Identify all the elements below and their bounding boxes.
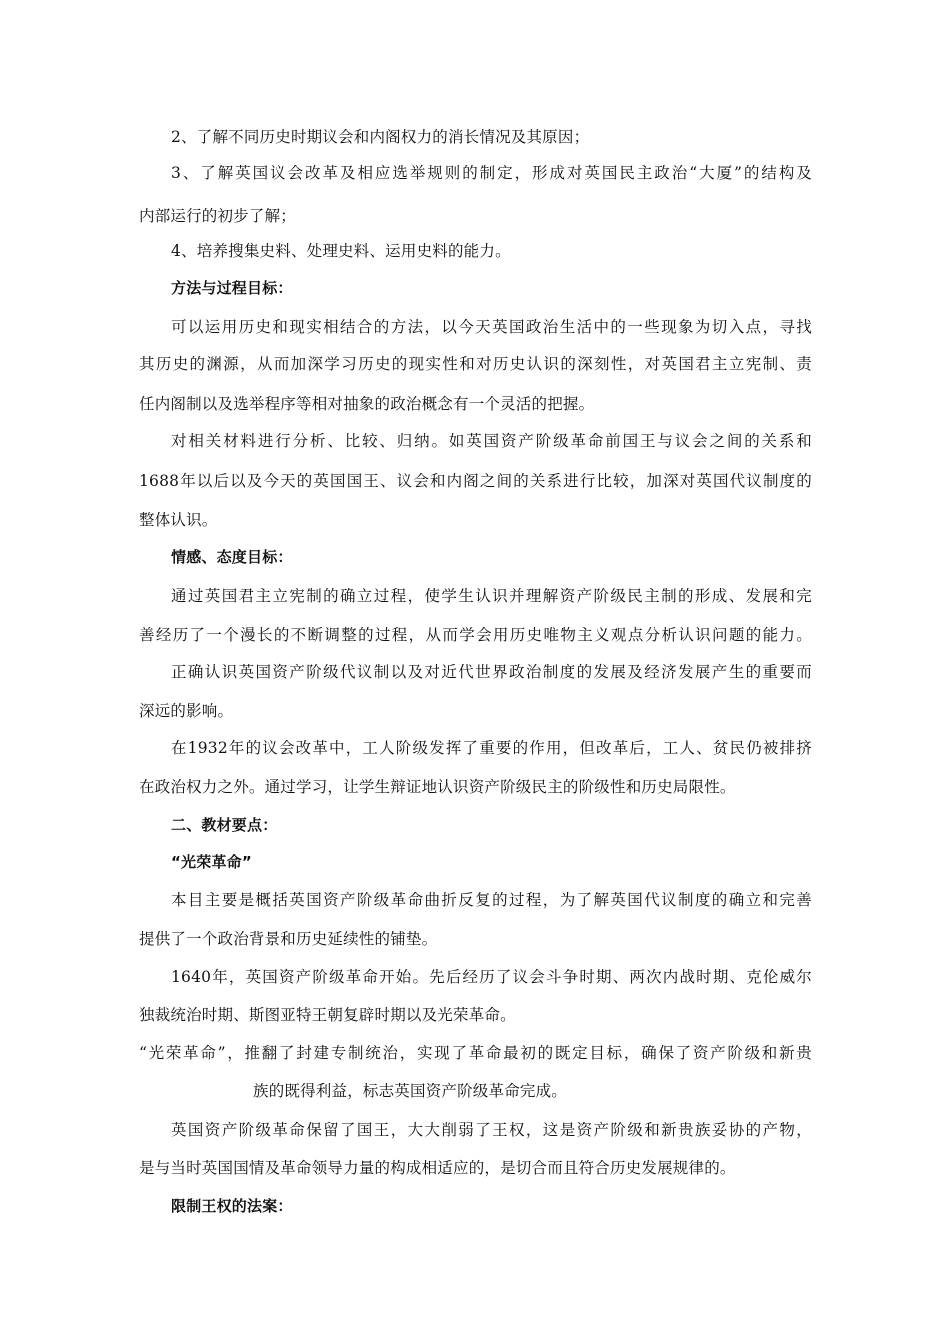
- emotion-paragraph-1-line-2: 善经历了一个漫长的不断调整的过程，从而学会用历史唯物主义观点分析认识问题的能力。: [139, 626, 812, 644]
- method-process-heading: 方法与过程目标：: [171, 279, 293, 297]
- emotion-paragraph-3-line-1: 在1932年的议会改革中，工人阶级发挥了重要的作用，但改革后，工人、贫民仍被排挤: [171, 739, 812, 757]
- method-paragraph-2-line-3: 整体认识。: [139, 511, 218, 529]
- revolution-paragraph-3-line-2: 族的既得利益，标志英国资产阶级革命完成。: [253, 1082, 568, 1100]
- revolution-paragraph-1-line-2: 提供了一个政治背景和历史延续性的铺垫。: [139, 930, 438, 948]
- revolution-paragraph-4-line-1: 英国资产阶级革命保留了国王，大大削弱了王权，这是资产阶级和新贵族妥协的产物，: [171, 1121, 812, 1139]
- method-paragraph-1-line-3: 任内阁制以及选举程序等相对抽象的政治概念有一个灵活的把握。: [139, 395, 595, 413]
- revolution-paragraph-3-line-1: “光荣革命”，推翻了封建专制统治，实现了革命最初的既定目标，确保了资产阶级和新贵: [139, 1044, 812, 1062]
- revolution-paragraph-2-line-1: 1640年，英国资产阶级革命开始。先后经历了议会斗争时期、两次内战时期、克伦威尔: [171, 968, 812, 986]
- emotion-paragraph-2-line-2: 深远的影响。: [139, 702, 234, 720]
- glorious-revolution-heading: “光荣革命”: [171, 853, 252, 871]
- revolution-paragraph-2-line-2: 独裁统治时期、斯图亚特王朝复辟时期以及光荣革命。: [139, 1006, 516, 1024]
- objective-item-3-line-1: 3、了解英国议会改革及相应选举规则的制定，形成对英国民主政治“大厦”的结构及: [171, 164, 812, 182]
- emotion-paragraph-2-line-1: 正确认识英国资产阶级代议制以及对近代世界政治制度的发展及经济发展产生的重要而: [171, 663, 812, 681]
- method-paragraph-1-line-2: 其历史的渊源，从而加深学习历史的现实性和对历史认识的深刻性，对英国君主立宪制、责: [139, 355, 812, 373]
- method-paragraph-1-line-1: 可以运用历史和现实相结合的方法，以今天英国政治生活中的一些现象为切入点，寻找: [171, 318, 812, 336]
- revolution-paragraph-4-line-2: 是与当时英国国情及革命领导力量的构成相适应的，是切合而且符合历史发展规律的。: [139, 1159, 736, 1177]
- emotion-paragraph-3-line-2: 在政治权力之外。通过学习，让学生辩证地认识资产阶级民主的阶级性和历史局限性。: [139, 778, 736, 796]
- objective-item-4: 4、培养搜集史料、处理史料、运用史料的能力。: [171, 242, 511, 260]
- objective-item-3-line-2: 内部运行的初步了解；: [139, 207, 297, 225]
- emotion-attitude-heading: 情感、态度目标：: [171, 548, 293, 566]
- method-paragraph-2-line-2: 1688年以后以及今天的英国国王、议会和内阁之间的关系进行比较，加深对英国代议制度的: [139, 472, 812, 490]
- emotion-paragraph-1-line-1: 通过英国君主立宪制的确立过程，使学生认识并理解资产阶级民主制的形成、发展和完: [171, 587, 812, 605]
- textbook-points-heading: 二、教材要点：: [171, 816, 278, 834]
- objective-item-2: 2、了解不同历史时期议会和内阁权力的消长情况及其原因；: [171, 128, 590, 146]
- method-paragraph-2-line-1: 对相关材料进行分析、比较、归纳。如英国资产阶级革命前国王与议会之间的关系和: [171, 432, 812, 450]
- revolution-paragraph-1-line-1: 本目主要是概括英国资产阶级革命曲折反复的过程，为了解英国代议制度的确立和完善: [171, 891, 812, 909]
- limit-royal-power-heading: 限制王权的法案：: [171, 1197, 293, 1215]
